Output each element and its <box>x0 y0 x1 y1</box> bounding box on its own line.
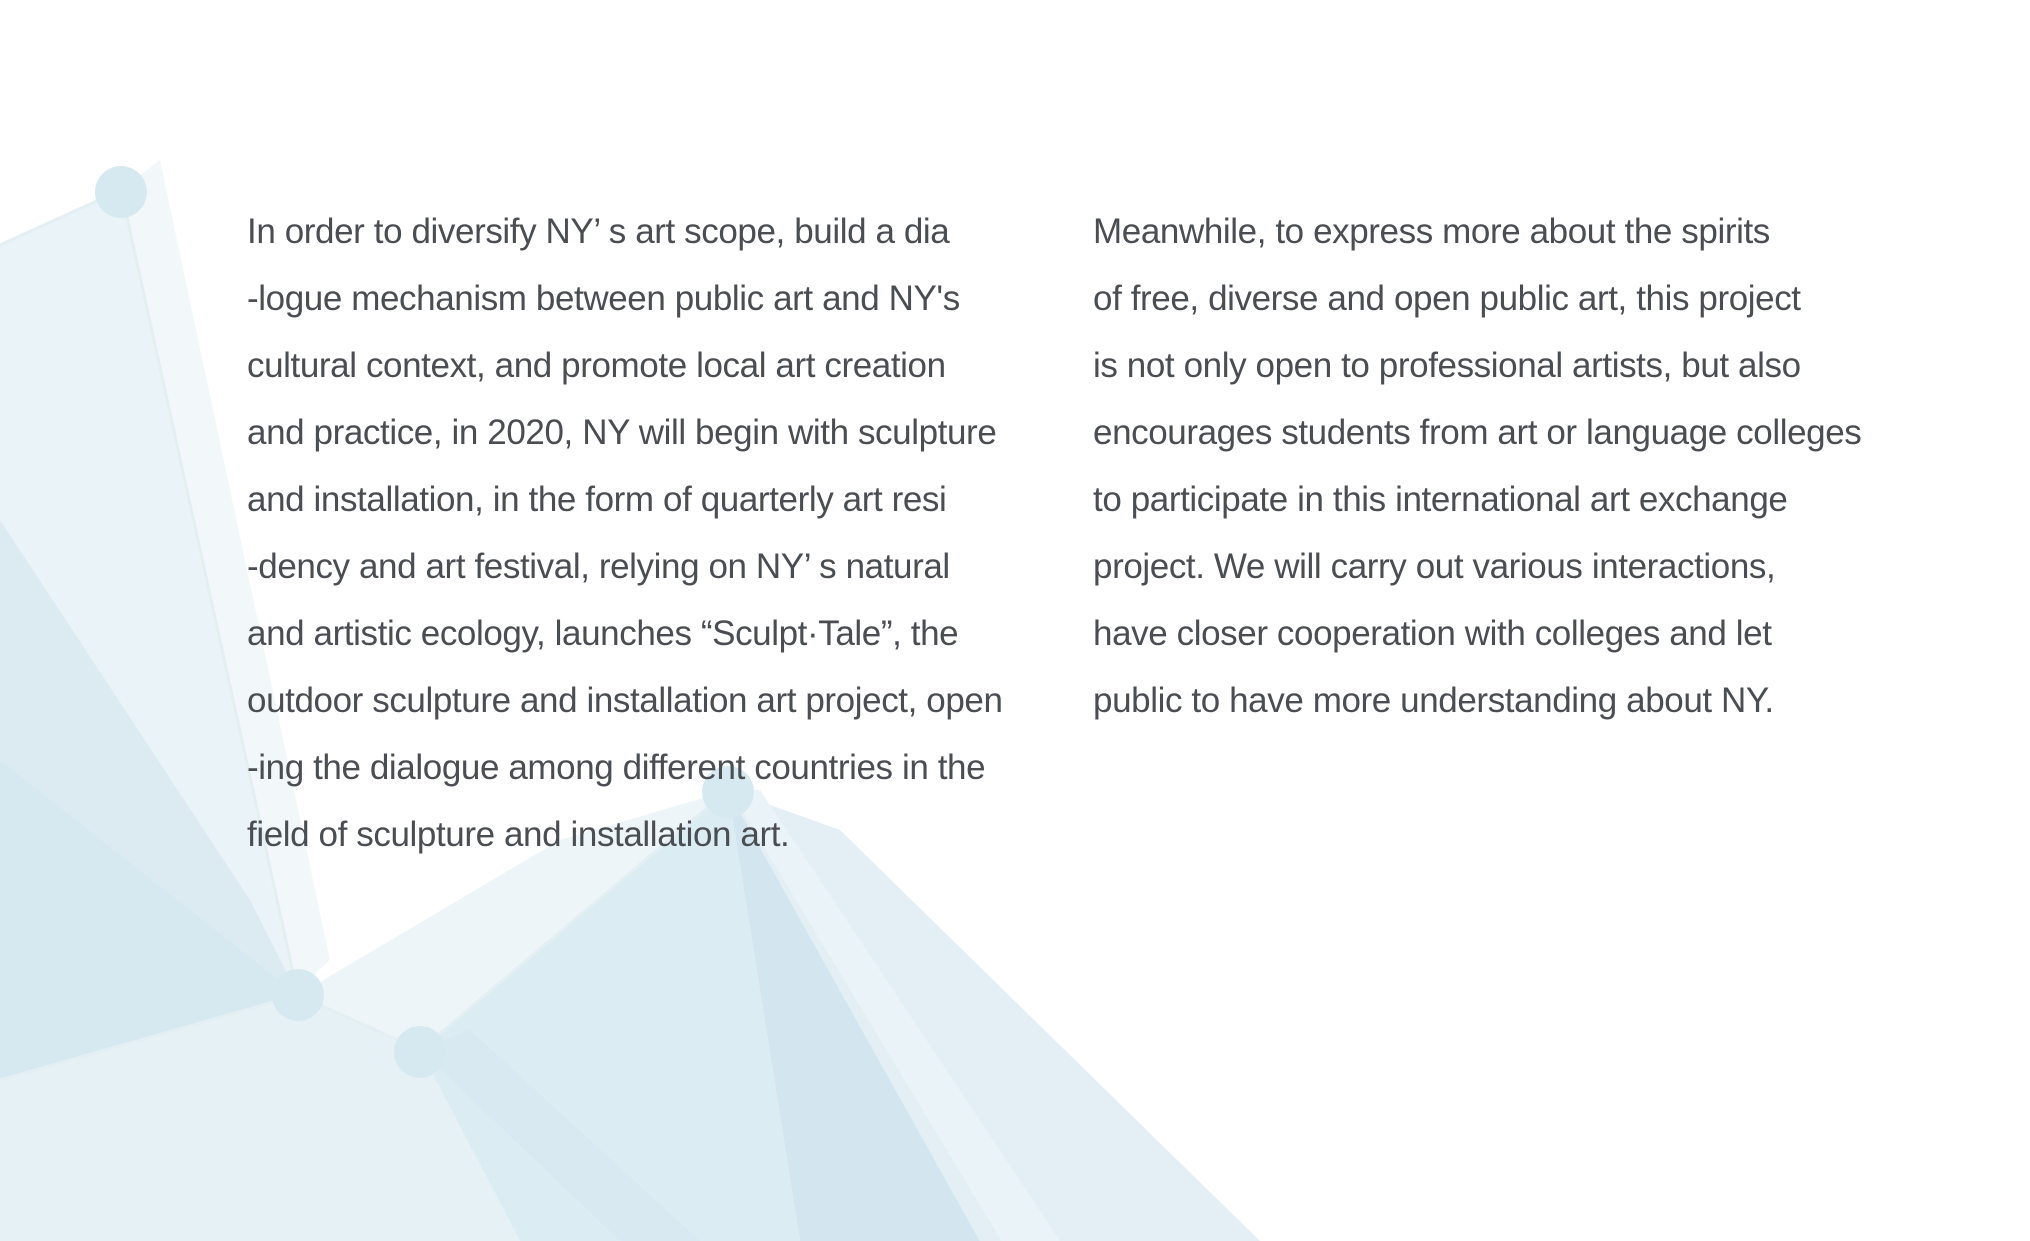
background-node <box>95 166 147 218</box>
paragraph-line: and installation, in the form of quarterly art resi <box>247 480 947 519</box>
right-text-column <box>1093 198 1862 734</box>
paragraph-line: is not only open to professional artists, but also <box>1093 346 1801 385</box>
paragraph-line: outdoor sculpture and installation art project, open <box>247 681 1003 720</box>
paragraph-line: In order to diversify NY’ s art scope, build a dia <box>247 212 950 251</box>
paragraph-line: -ing the dialogue among different countries in the <box>247 748 986 787</box>
paragraph-line: of free, diverse and open public art, this project <box>1093 279 1801 318</box>
paragraph-line: to participate in this international art exchange <box>1093 480 1788 519</box>
paragraph-line: project. We will carry out various interactions, <box>1093 547 1776 586</box>
paragraph-line: -logue mechanism between public art and NY's <box>247 279 960 318</box>
left-text-column <box>247 198 1007 868</box>
paragraph-line: Meanwhile, to express more about the spirits <box>1093 212 1770 251</box>
paragraph-line: and practice, in 2020, NY will begin with sculpture <box>247 413 997 452</box>
paragraph-line: and artistic ecology, launches “Sculpt·Tale”, the <box>247 614 959 653</box>
paragraph-line: have closer cooperation with colleges and let <box>1093 614 1772 653</box>
background-node <box>272 969 324 1021</box>
paragraph-line: -dency and art festival, relying on NY’ s natural <box>247 547 950 586</box>
paragraph-line: field of sculpture and installation art. <box>247 815 790 854</box>
background-node <box>394 1026 446 1078</box>
paragraph-line: encourages students from art or language colleges <box>1093 413 1862 452</box>
paragraph-line: cultural context, and promote local art creation <box>247 346 946 385</box>
paragraph-line: public to have more understanding about NY. <box>1093 681 1774 720</box>
